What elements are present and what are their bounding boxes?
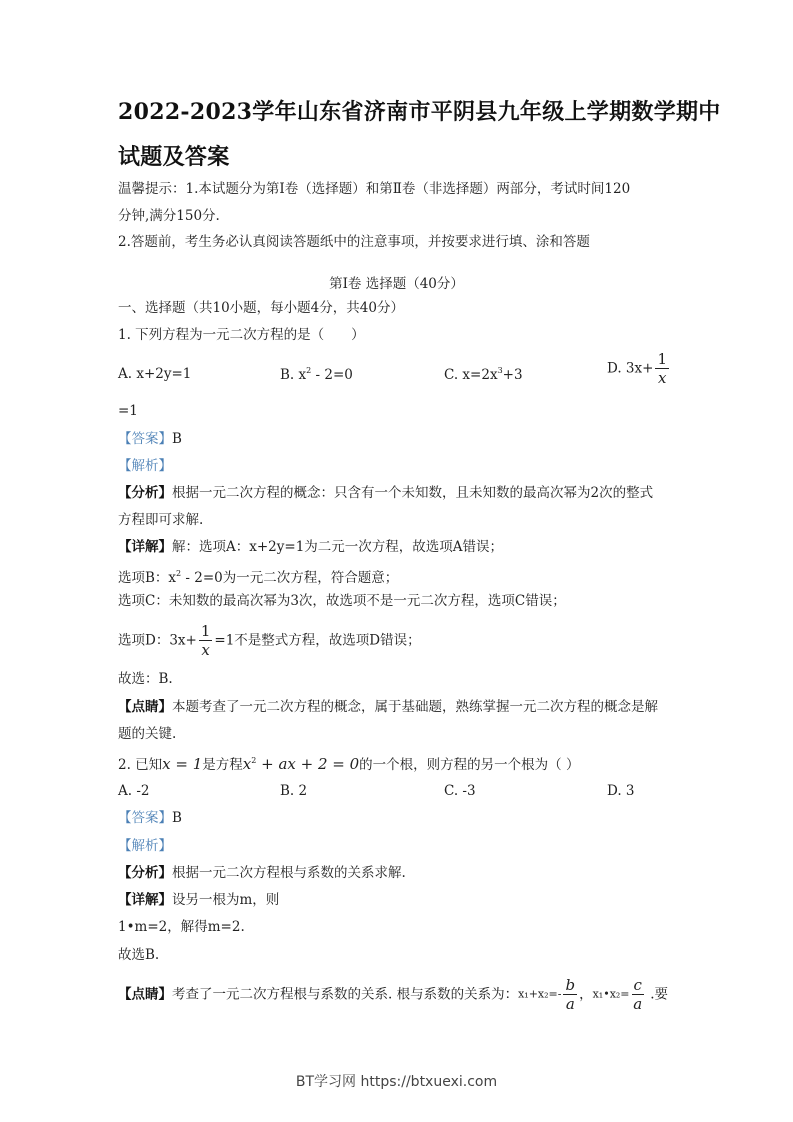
- explain-b-rest: - 2=0为一元二次方程，符合题意；: [181, 570, 399, 586]
- document-title-line2: 试题及答案: [118, 144, 230, 170]
- q2-conclusion: 故选B.: [118, 947, 160, 963]
- q2-math-exp: 2: [251, 756, 257, 765]
- q2-fenxi: [118, 864, 406, 882]
- q2-stem-prefix: 2. 已知: [118, 757, 163, 773]
- q2-option-b: B. 2: [280, 783, 308, 799]
- q2-math-x-equals-1: x = 1: [162, 755, 203, 773]
- q2-stem-suffix: 的一个根，则方程的另一个根为（ ）: [359, 757, 580, 773]
- q2-dianjing: [118, 976, 668, 1013]
- q1-answer: [118, 430, 182, 448]
- q2-xiangjie-line2: 1•m=2，解得m=2.: [118, 919, 245, 935]
- q2-analysis-label: 【解析】: [118, 838, 172, 854]
- answer-value: B: [172, 431, 182, 447]
- q1-option-d-fraction: $\frac{1}{x}$: [657, 350, 667, 387]
- q1-option-d-continuation: =1: [118, 403, 138, 419]
- q1-analysis-label: 【解析】: [118, 458, 172, 474]
- q2-answer: [118, 809, 182, 827]
- notice-line1: 温馨提示：1.本试题分为第Ⅰ卷（选择题）和第Ⅱ卷（非选择题）两部分，考试时间120: [118, 181, 631, 197]
- formula-sum-roots: x₁+x₂=-: [518, 987, 562, 1001]
- dianjing-text: 考查了一元二次方程根与系数的关系. 根与系数的关系为：: [172, 986, 519, 1003]
- xiangjie-text: 设另一根为m，则: [172, 892, 280, 908]
- q1-fenxi-line1: [118, 484, 653, 502]
- answer-value: B: [172, 810, 182, 826]
- q1-option-c-base: C. x=2x: [444, 367, 498, 383]
- q1-dianjing-line2: 题的关键.: [118, 726, 177, 742]
- q1-option-b-exp: 2: [306, 366, 312, 375]
- formula-product-roots: x₁•x₂=: [592, 987, 630, 1001]
- watermark-footer: BT学习网 https://btxuexi.com: [295, 1074, 498, 1090]
- q2-xiangjie-line1: [118, 891, 279, 909]
- xiangjie-text: 解：选项A：x+2y=1为二元一次方程，故选项A错误；: [172, 539, 504, 555]
- q1-option-b-explain: [118, 565, 398, 587]
- q1-option-a: A. x+2y=1: [118, 366, 192, 382]
- fenxi-label: 【分析】: [118, 485, 172, 501]
- q2-math-rest: + ax + 2 = 0: [256, 755, 360, 773]
- q1-option-b-rest: - 2=0: [311, 367, 353, 383]
- explain-d-base: 选项D：3x+: [118, 632, 197, 649]
- q2-option-a: A. -2: [118, 783, 150, 799]
- formula-b-over-a: $\frac{b}{a}$: [565, 976, 576, 1013]
- q2-math-x: x: [242, 755, 252, 773]
- q1-option-b: [280, 366, 353, 383]
- section-title: 第Ⅰ卷 选择题（40分）: [329, 276, 464, 292]
- explain-d-fraction: $\frac{1}{x}$: [200, 622, 211, 659]
- dianjing-label: 【点睛】: [118, 699, 172, 715]
- q1-option-d-base: D. 3x+: [607, 360, 654, 377]
- q1-option-c-rest: +3: [502, 367, 523, 383]
- q1-option-c: [444, 366, 523, 383]
- answer-label: 【答案】: [118, 431, 172, 447]
- explain-b-exp: 2: [176, 569, 182, 578]
- explain-d-rest: =1不是整式方程，故选项D错误；: [214, 632, 421, 649]
- formula-separator: ，: [579, 986, 593, 1003]
- fenxi-label: 【分析】: [118, 865, 172, 881]
- q1-option-c-exp: 3: [497, 366, 503, 375]
- q1-option-c-explain: 选项C：未知数的最高次幂为3次，故选项不是一元二次方程，选项C错误；: [118, 593, 566, 609]
- document-title-line1: 2022-2023学年山东省济南市平阴县九年级上学期数学期中: [118, 99, 721, 125]
- notice-line3: 2.答题前，考生务必认真阅读答题纸中的注意事项，并按要求进行填、涂和答题: [118, 234, 590, 250]
- q1-dianjing-line1: [118, 698, 658, 716]
- question-2-stem: [118, 752, 579, 774]
- q1-conclusion: 故选：B.: [118, 671, 173, 687]
- part-title: 一、选择题（共10小题，每小题4分，共40分）: [118, 300, 404, 316]
- q2-stem-mid: 是方程: [202, 757, 243, 773]
- q2-option-d: D. 3: [607, 783, 635, 799]
- q1-option-d-explain: [118, 622, 421, 659]
- xiangjie-label: 【详解】: [118, 539, 172, 555]
- xiangjie-label: 【详解】: [118, 892, 172, 908]
- explain-b-base: 选项B：x: [118, 570, 177, 586]
- q1-xiangjie-line1: [118, 538, 503, 556]
- formula-c-over-a: $\frac{c}{a}$: [633, 976, 643, 1013]
- fenxi-text: 根据一元二次方程的概念：只含有一个未知数，且未知数的最高次幂为2次的整式: [172, 485, 654, 501]
- dianjing-text: 本题考查了一元二次方程的概念，属于基础题，熟练掌握一元二次方程的概念是解: [172, 699, 658, 715]
- question-1-stem: 1. 下列方程为一元二次方程的是（ ）: [118, 327, 365, 343]
- dianjing-tail: .要: [645, 986, 669, 1003]
- answer-label: 【答案】: [118, 810, 172, 826]
- dianjing-label: 【点睛】: [118, 986, 172, 1003]
- q1-fenxi-line2: 方程即可求解.: [118, 512, 204, 528]
- q2-option-c: C. -3: [444, 783, 476, 799]
- fenxi-text: 根据一元二次方程根与系数的关系求解.: [172, 865, 406, 881]
- q1-option-d: [607, 350, 671, 387]
- notice-line2: 分钟,满分150分.: [118, 208, 220, 224]
- q1-option-b-base: B. x: [280, 367, 307, 383]
